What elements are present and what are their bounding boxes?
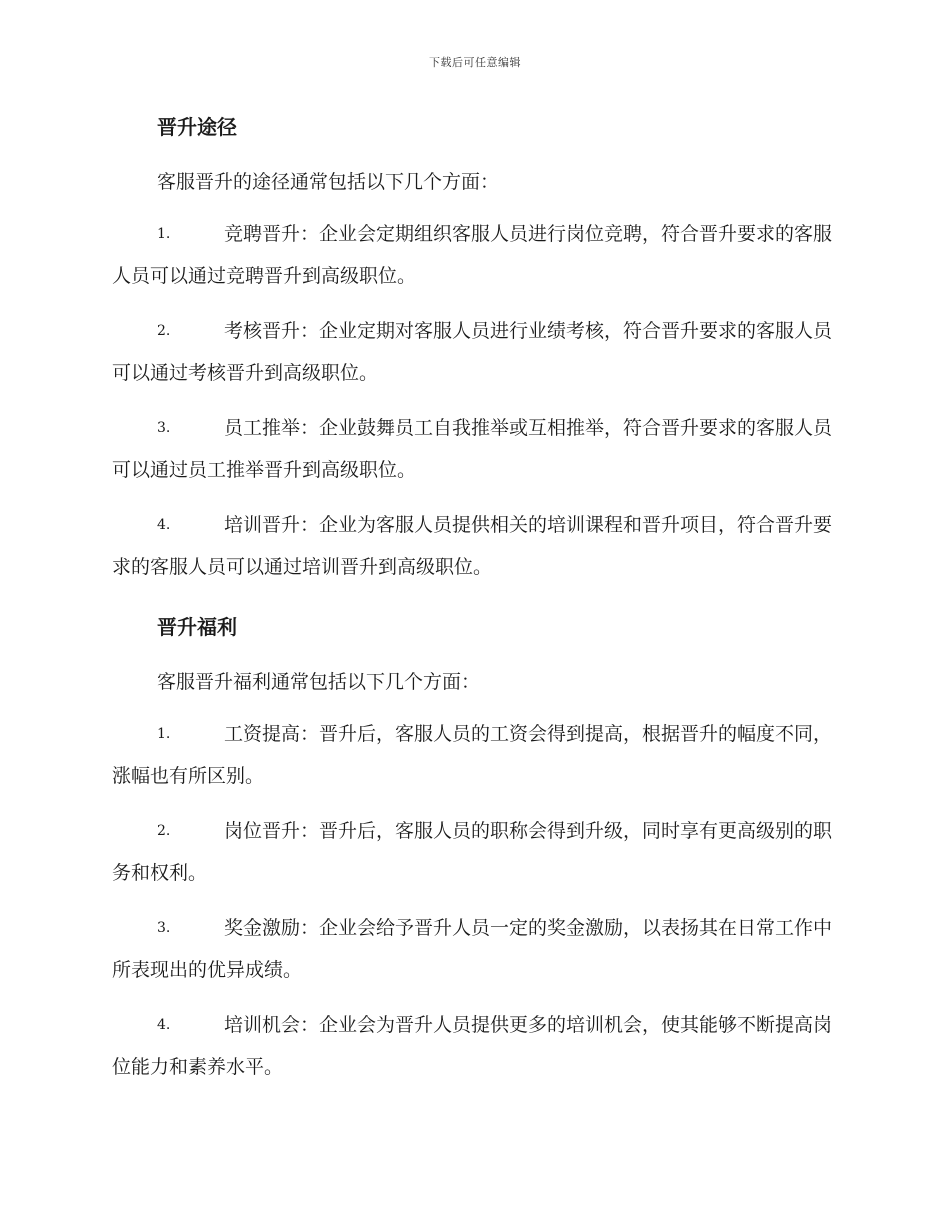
list-item-number: 2. [157, 823, 171, 839]
section-title-promotion-benefits: 晋升福利 [157, 615, 237, 639]
list-item-text: 岗位晋升：晋升后，客服人员的职称会得到升级，同时享有更高级别的职务和权利。 [112, 820, 833, 884]
list-item-number: 4. [157, 517, 171, 533]
list-item [112, 310, 837, 394]
list-item-text: 培训机会：企业会为晋升人员提供更多的培训机会，使其能够不断提高岗位能力和素养水平。 [112, 1014, 833, 1078]
list-item-number: 2. [157, 323, 171, 339]
list-item-number: 3. [157, 920, 171, 936]
list-item-text: 竞聘晋升：企业会定期组织客服人员进行岗位竞聘，符合晋升要求的客服人员可以通过竞聘晋升到高级职位。 [112, 223, 833, 287]
list-item [112, 1004, 837, 1088]
list-item-number: 3. [157, 420, 171, 436]
list-item-text: 工资提高：晋升后，客服人员的工资会得到提高，根据晋升的幅度不同，涨幅也有所区别。 [112, 723, 833, 787]
list-item-number: 4. [157, 1017, 171, 1033]
list-item-text: 员工推举：企业鼓舞员工自我推举或互相推举，符合晋升要求的客服人员可以通过员工推举晋升到高级职位。 [112, 417, 833, 481]
section-intro: 客服晋升福利通常包括以下几个方面： [157, 671, 481, 693]
list-item [112, 504, 837, 588]
list-item [112, 713, 837, 797]
list-item [112, 407, 837, 491]
list-item-text: 培训晋升：企业为客服人员提供相关的培训课程和晋升项目，符合晋升要求的客服人员可以通过培训晋升到高级职位。 [112, 514, 833, 578]
section-title-promotion-paths: 晋升途径 [157, 115, 237, 139]
list-item-text: 奖金激励：企业会给予晋升人员一定的奖金激励，以表扬其在日常工作中所表现出的优异成绩。 [112, 917, 833, 981]
section-intro: 客服晋升的途径通常包括以下几个方面： [157, 171, 500, 193]
list-item [112, 907, 837, 991]
list-item-number: 1. [157, 726, 171, 742]
list-item-text: 考核晋升：企业定期对客服人员进行业绩考核，符合晋升要求的客服人员可以通过考核晋升到高级职位。 [112, 320, 833, 384]
list-item [112, 810, 837, 894]
document-body [112, 109, 837, 1088]
list-item-number: 1. [157, 226, 171, 242]
list-item [112, 213, 837, 297]
page-header: 下载后可任意编辑 [429, 56, 521, 69]
